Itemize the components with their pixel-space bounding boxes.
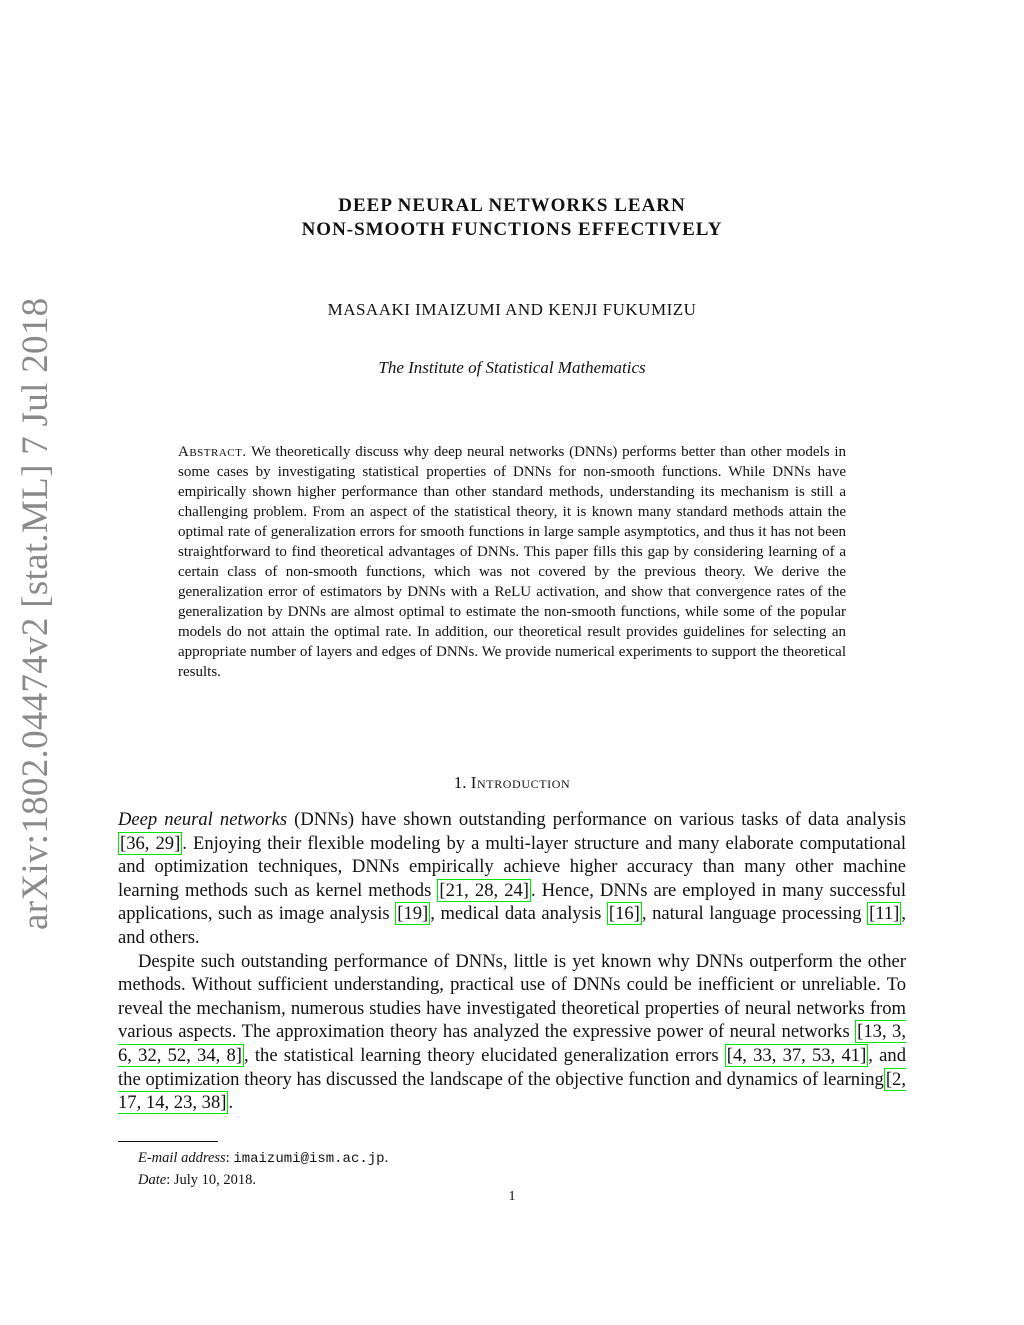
abstract-text: We theoretically discuss why deep neural networks (DNNs) performs better than other models in some cases by investigating statistical properties of DNNs for non-smooth functions. While DNNs have empirically shown higher performance than other standard methods, understanding its mechanism is still a challenging problem. From an aspect of the statistical theory, it is known many standard methods attain the optimal rate of generalization errors for smooth functions in large sample asymptotics, and thus it has not been straightforward to find theoretical advantages of DNNs. This paper fills this gap by considering learning of a certain class of non-smooth functions, which was not covered by the previous theory. We derive the generalization error of estimators by DNNs with a ReLU activation, and show that convergence rates of the generalization by DNNs are almost optimal to estimate the non-smooth functions, while some of the popular models do not attain the optimal rate. In addition, our theoretical result provides guidelines for selecting an appropriate number of layers and edges of DNNs. We provide numerical experiments to support the theoretical results. bbox=[178, 444, 847, 680]
footnote-rule bbox=[118, 1141, 218, 1142]
date-footnote: Date: July 10, 2018. bbox=[138, 1172, 257, 1188]
text-run: . Enjoying their flexible modeling by a multi-layer structure and many elaborate computational and optimization techniques, DNNs empirically achieve higher accuracy than many other machine learning methods such as kernel methods bbox=[118, 832, 906, 901]
title-line-1: DEEP NEURAL NETWORKS LEARN bbox=[338, 195, 686, 216]
citation-link[interactable]: [13, 3, 6, 32, 52, 34, 8] bbox=[118, 1021, 906, 1066]
paragraph-1 bbox=[118, 808, 906, 950]
section-number: 1. bbox=[453, 773, 467, 792]
emphasis-term: Deep neural networks bbox=[118, 809, 288, 830]
date-label: Date bbox=[138, 1172, 167, 1188]
authors: MASAAKI IMAIZUMI AND KENJI FUKUMIZU bbox=[327, 300, 697, 319]
text-run: Despite such outstanding performance of DNNs, little is yet known why DNNs outperform the other methods. Without sufficient understanding, practical use of DNNs could be inefficient or unreliable. To reveal the mechanism, numerous studies have investigated theoretical properties of neural networks from various aspects. The approximation theory has analyzed the expressive power of neural networks bbox=[118, 950, 906, 1043]
email-address[interactable]: imaizumi@ism.ac.jp bbox=[233, 1151, 385, 1167]
citation-link[interactable]: [21, 28, 24] bbox=[439, 879, 529, 901]
citation-link[interactable]: [11] bbox=[869, 903, 900, 925]
text-run: , and the optimization theory has discussed the landscape of the objective function and dynamics of learning bbox=[118, 1044, 906, 1090]
citation-link[interactable]: [16] bbox=[608, 903, 640, 925]
footnotes bbox=[138, 1148, 388, 1191]
section-title: Introduction bbox=[470, 773, 571, 792]
date-value: July 10, 2018. bbox=[173, 1172, 257, 1188]
section-heading bbox=[0, 773, 1024, 793]
paragraph-2 bbox=[118, 950, 906, 1115]
introduction-body bbox=[118, 808, 906, 1115]
text-run: , natural language processing bbox=[641, 903, 868, 925]
citation-link[interactable]: [36, 29] bbox=[120, 832, 181, 854]
text-run: , medical data analysis bbox=[430, 903, 607, 925]
email-footnote: E-mail address: imaizumi@ism.ac.jp. bbox=[138, 1150, 389, 1167]
citation-link[interactable]: [19] bbox=[397, 903, 429, 925]
affiliation: The Institute of Statistical Mathematics bbox=[378, 358, 646, 377]
abstract-heading: Abstract. bbox=[178, 444, 247, 460]
email-label: E-mail address bbox=[138, 1150, 226, 1166]
page-number: 1 bbox=[508, 1189, 516, 1204]
text-run: . bbox=[228, 1092, 234, 1114]
citation-link[interactable]: [4, 33, 37, 53, 41] bbox=[726, 1044, 867, 1066]
paper-title bbox=[0, 194, 1024, 242]
title-line-2: NON-SMOOTH FUNCTIONS EFFECTIVELY bbox=[301, 219, 723, 240]
text-run: , the statistical learning theory elucidated generalization errors bbox=[244, 1044, 725, 1066]
abstract bbox=[178, 442, 846, 682]
text-run: . Hence, DNNs are employed in many successful applications, such as image analysis bbox=[118, 879, 906, 925]
citation-link[interactable]: [2, 17, 14, 23, 38] bbox=[118, 1068, 906, 1114]
text-run: , and others. bbox=[118, 903, 907, 948]
text-run: (DNNs) have shown outstanding performance on various tasks of data analysis bbox=[287, 809, 906, 830]
arxiv-identifier-stamp: arXiv:1802.04474v2 [stat.ML] 7 Jul 2018 bbox=[15, 297, 56, 930]
